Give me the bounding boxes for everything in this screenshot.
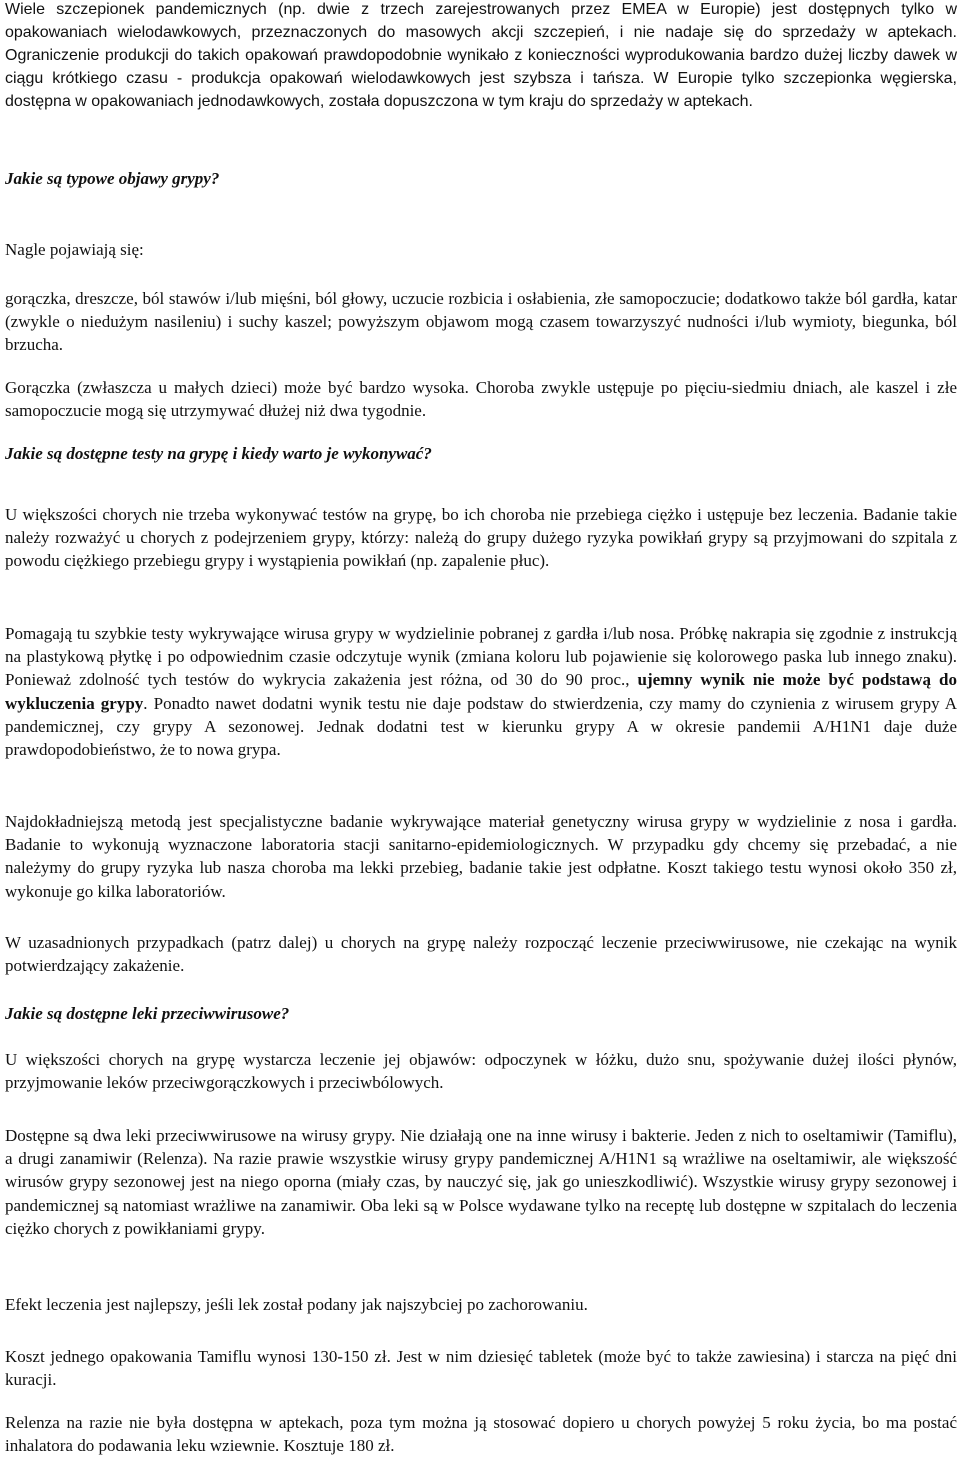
paragraph-when-to-test: U większości chorych nie trzeba wykonywać testów na grypę, bo ich choroba nie przebiega ciężko i ustępuje bez leczenia. Badanie takie należy rozważyć u chorych z podejrzeniem grypy, którzy: należą do grupy dużego ryzyka powikłań grypy są przyjmowani do szpitala z powodu ciężkiego przebiegu grypy i wystąpienia powikłań (np. zapalenie płuc). [5,505,957,571]
heading-available-tests: Jakie są dostępne testy na grypę i kiedy warto je wykonywać? [5,444,432,463]
heading-typical-symptoms: Jakie są typowe objawy grypy? [5,169,220,188]
paragraph-symptomatic-treatment: U większości chorych na grypę wystarcza leczenie jej objawów: odpoczynek w łóżku, dużo snu, spożywanie dużej ilości płynów, przyjmowanie leków przeciwgorączkowych i przeciwbólowych. [5,1050,957,1093]
paragraph-treatment-effect: Efekt leczenia jest najlepszy, jeśli lek został podany jak najszybciej po zachorowaniu. [5,1295,588,1314]
paragraph-rapid-tests [5,622,957,761]
paragraph-sudden-onset: Nagle pojawiają się: [5,240,144,259]
heading-antiviral-drugs: Jakie są dostępne leki przeciwwirusowe? [5,1004,290,1023]
rapid-tests-text-end: . Ponadto nawet dodatni wynik testu nie daje podstaw do stwierdzenia, czy mamy do czynienia z wirusem grypy A pandemicznej, czy grypy A sezonowej. Jednak dodatni test w kierunku grypy A w okresie pandemii A/H1N1 daje duże prawdopodobieństwo, że to nowa grypa. [5,693,957,760]
paragraph-relenza: Relenza na razie nie była dostępna w aptekach, poza tym można ją stosować dopiero u chorych powyżej 5 roku życia, bo ma postać inhalatora do podawania leku wziewnie. Kosztuje 180 zł. [5,1413,957,1456]
paragraph-start-treatment: W uzasadnionych przypadkach (patrz dalej) u chorych na grypę należy rozpocząć leczenie przeciwwirusowe, nie czekając na wynik potwierdzający zakażenie. [5,933,957,976]
rapid-tests-text-start: Pomagają tu szybkie testy wykrywające wirusa grypy w wydzielinie pobranej z gardła i/lub nosa. Próbkę nakrapia się zgodnie z instrukcją na plastykową płytkę i po odpowiednim czasie odczytuje wynik (zmiana koloru lub pojawienie się kolorowego paska lub innego znaku). Ponieważ zdolność tych testów do wykrycia zakażenia jest różna, od 30 do 90 proc., [5,624,957,690]
paragraph-symptom-list: gorączka, dreszcze, ból stawów i/lub mięśni, ból głowy, uczucie rozbicia i osłabienia, złe samopoczucie; dodatkowo także ból gardła, katar (zwykle o niedużym nasileniu) i suchy kaszel; powyższym objawom mogą czasem towarzyszyć nudności i/lub wymioty, biegunka, ból brzucha. [5,289,957,355]
paragraph-vaccine-packaging: Wiele szczepionek pandemicznych (np. dwie z trzech zarejestrowanych przez EMEA w Europie) jest dostępnych tylko w opakowaniach wielodawkowych, przeznaczonych do masowych akcji szczepień, i nie nadaje się do sprzedaży w aptekach. Ograniczenie produkcji do takich opakowań prawdopodobnie wynikało z konieczności wyprodukowania bardzo dużej liczby dawek w ciągu krótkiego czasu - produkcja opakowań wielodawkowych jest szybsza i tańsza. W Europie tylko szczepionka węgierska, dostępna w opakowaniach jednodawkowych, została dopuszczona w tym kraju do sprzedaży w aptekach. [5,1,957,110]
paragraph-fever-duration: Gorączka (zwłaszcza u małych dzieci) może być bardzo wysoka. Choroba zwykle ustępuje po pięciu-siedmiu dniach, ale kaszel i złe samopoczucie mogą się utrzymywać dłużej niż dwa tygodnie. [5,378,957,421]
rapid-tests-bold-warning: ujemny wynik nie może być podstawą do wykluczenia grypy [5,670,957,713]
paragraph-two-antivirals: Dostępne są dwa leki przeciwwirusowe na wirusy grypy. Nie działają one na inne wirusy i bakterie. Jeden z nich to oseltamiwir (Tamiflu), a drugi zanamiwir (Relenza). Na razie prawie wszystkie wirusy grypy pandemicznej A/H1N1 są wrażliwe na oseltamiwir, ale większość wirusów grypy sezonowej jest na niego oporna (miały czas, by nauczyć się, jak go unieszkodliwić). Wszystkie wirusy grypy sezonowej i pandemicznej są natomiast wrażliwe na zanamiwir. Oba leki są w Polsce wydawane tylko na receptę lub dostępne w szpitalach do leczenia ciężko chorych z powikłaniami grypy. [5,1126,957,1238]
paragraph-genetic-testing: Najdokładniejszą metodą jest specjalistyczne badanie wykrywające materiał genetyczny wirusa grypy w wydzielinie z nosa i gardła. Badanie to wykonują wyznaczone laboratoria stacji sanitarno-epidemiologicznych. W przypadku gdy chcemy się przebadać, a nie należymy do grupy ryzyka lub nasza choroba ma lekki przebieg, badanie takie jest odpłatne. Koszt takiego testu wynosi około 350 zł, wykonuje go kilka laboratoriów. [5,812,957,901]
paragraph-tamiflu-cost: Koszt jednego opakowania Tamiflu wynosi 130-150 zł. Jest w nim dziesięć tabletek (może być to także zawiesina) i starcza na pięć dni kuracji. [5,1347,957,1390]
